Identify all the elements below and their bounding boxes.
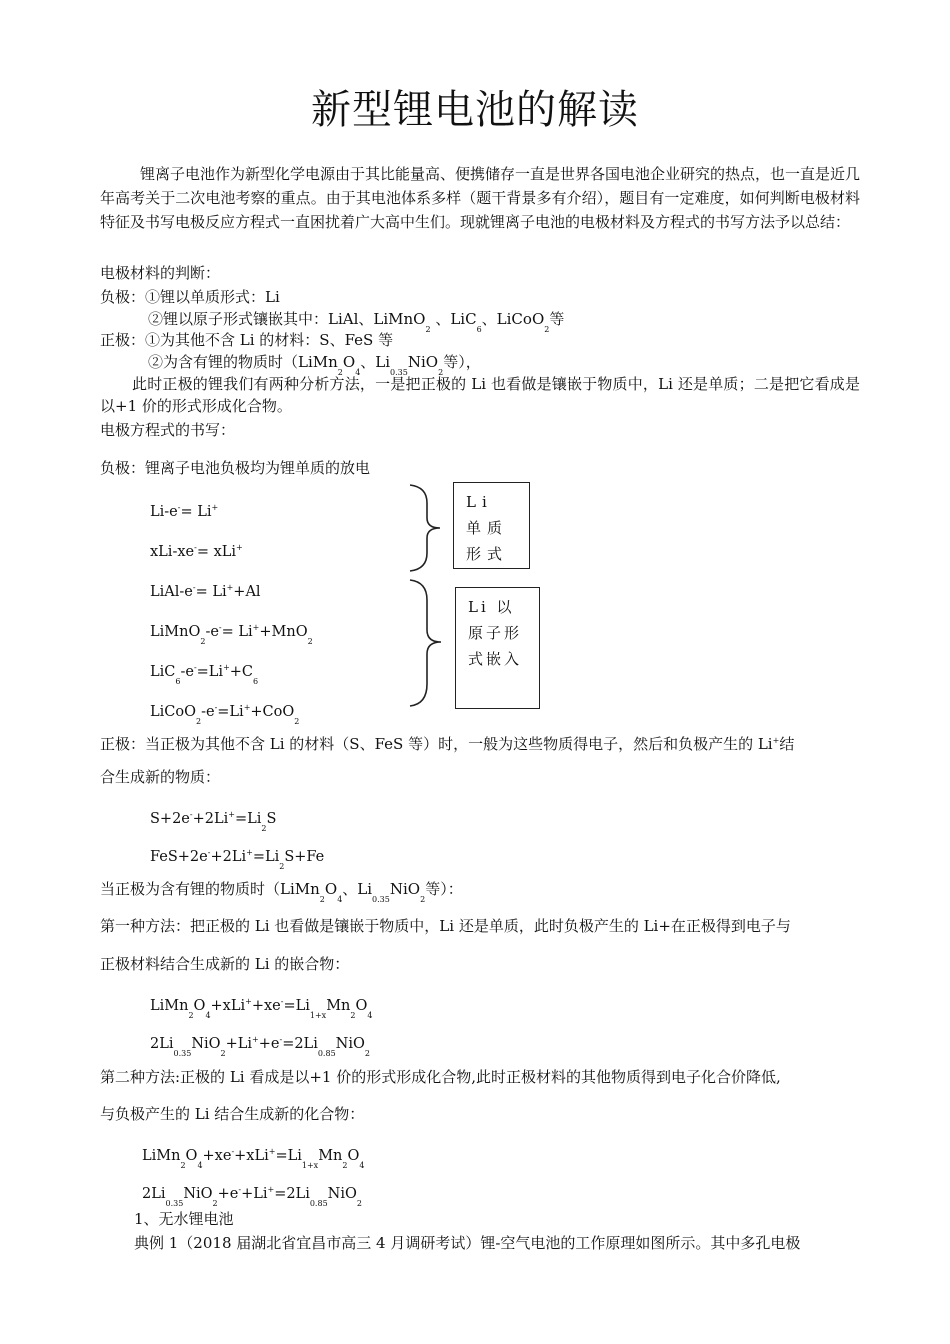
method-2-text: 第二种方法:正极的 Li 看成是以+1 价的形式形成化合物,此时正极材料的其他物质得到电子化合价降低, [100, 1068, 781, 1086]
negative-label: 负极： [100, 288, 146, 306]
positive-item1: ①为其他不含 Li 的材料：S、FeS 等 [145, 331, 394, 349]
method-1-equation-1: $LiMn_2O_4+xLi^++xe^-=Li_{1+x}Mn_2O_4$ [150, 997, 373, 1020]
equation-6: LiCoO$_2$-e-=Li++CoO$_2$ [150, 703, 300, 726]
equation-3: LiAl-e-= Li++Al [150, 583, 261, 600]
lithium-positive-intro: 当正极为含有锂的物质时（$LiMn_2O_4$、$Li_{0.35}NiO_2$等）： [100, 880, 463, 904]
negative-electrode-line1 [100, 286, 280, 308]
equation-1: Li-e-= Li+ [150, 503, 219, 520]
box-li-embedded: Li 以原子形式嵌入 [455, 587, 540, 709]
method-2-equation-2: $2Li_{0.35}NiO_2+e^-+Li^+=2Li_{0.85}NiO_2$ [142, 1185, 362, 1208]
example-1: 典例 1（2018 届湖北省宜昌市高三 4 月调研考试）锂-空气电池的工作原理如图所示。其中多孔电极 [134, 1234, 801, 1252]
analysis-paragraph: 此时正极的锂我们有两种分析方法，一是把正极的 Li 也看做是镶嵌于物质中，Li 还是单质；二是把它看成是以+1 价的形式形成化合物。 [100, 375, 860, 415]
positive-electrode-line1 [100, 329, 393, 351]
box-li-elemental: Li 单质 形式 [453, 482, 530, 569]
brace-1 [405, 483, 445, 573]
equation-fes: $FeS+2e^-+2Li^+=Li_2S+Fe$ [150, 848, 325, 871]
method-1-equation-2: $2Li_{0.35}NiO_2+Li^++e^-=2Li_{0.85}NiO_2$ [150, 1035, 370, 1058]
positive-equation-intro: 正极：当正极为其他不含 Li 的材料（S、FeS 等）时，一般为这些物质得电子，然后和负极产生的 Li+结 [100, 735, 795, 753]
equation-2: xLi-xe-= xLi+ [150, 543, 243, 560]
brace-2 [405, 578, 445, 708]
equation-5: $LiC_6-e^-=Li^++C_6$ [150, 663, 259, 686]
method-2-equation-1: $LiMn_2O_4+xe^-+xLi^+=Li_{1+x}Mn_2O_4$ [142, 1147, 365, 1170]
intro-paragraph: 锂离子电池作为新型化学电源由于其比能量高、便携储存一直是世界各国电池企业研究的热点，也一直是近几年高考关于二次电池考察的重点。由于其电池体系多样（题干背景多有介绍），题目有一定难度，如何判断电极材料特征及书写电极反应方程式一直困扰着广大高中生们。现就锂离子电池的电极材料及方程式的书写方法予以总结： [100, 165, 861, 231]
negative-equation-intro: 负极：锂离子电池负极均为锂单质的放电 [100, 459, 371, 477]
positive-electrode-line2: ②为含有锂的物质时（$LiMn_2O_4$、$Li_{0.35}NiO_2$等）， [148, 353, 481, 377]
positive-equation-intro-2: 合生成新的物质： [100, 768, 221, 786]
method-1-text: 第一种方法：把正极的 Li 也看做是镶嵌于物质中，Li 还是单质，此时负极产生的 Li+在正极得到电子与 [100, 917, 791, 935]
section-anhydrous: 1、无水锂电池 [134, 1210, 234, 1228]
positive-label: 正极： [100, 331, 146, 349]
section-heading-equations: 电极方程式的书写： [100, 421, 236, 439]
method-1-text-2: 正极材料结合生成新的 Li 的嵌合物： [100, 955, 350, 973]
section-heading-materials: 电极材料的判断： [100, 264, 221, 282]
page-title: 新型锂电池的解读 [311, 87, 639, 133]
negative-item1: ①锂以单质形式：Li [145, 288, 280, 306]
equation-s: $S+2e^-+2Li^+=Li_2S$ [150, 810, 277, 833]
equation-4: LiMnO$_2$-e-= Li++MnO$_2$ [150, 623, 313, 646]
negative-electrode-line2: ②锂以原子形式镶嵌其中：LiAl、LiMnO$_2$ 、LiC$_6$、LiCoO$_2$等 [148, 310, 565, 334]
method-2-text-2: 与负极产生的 Li 结合生成新的化合物： [100, 1105, 365, 1123]
